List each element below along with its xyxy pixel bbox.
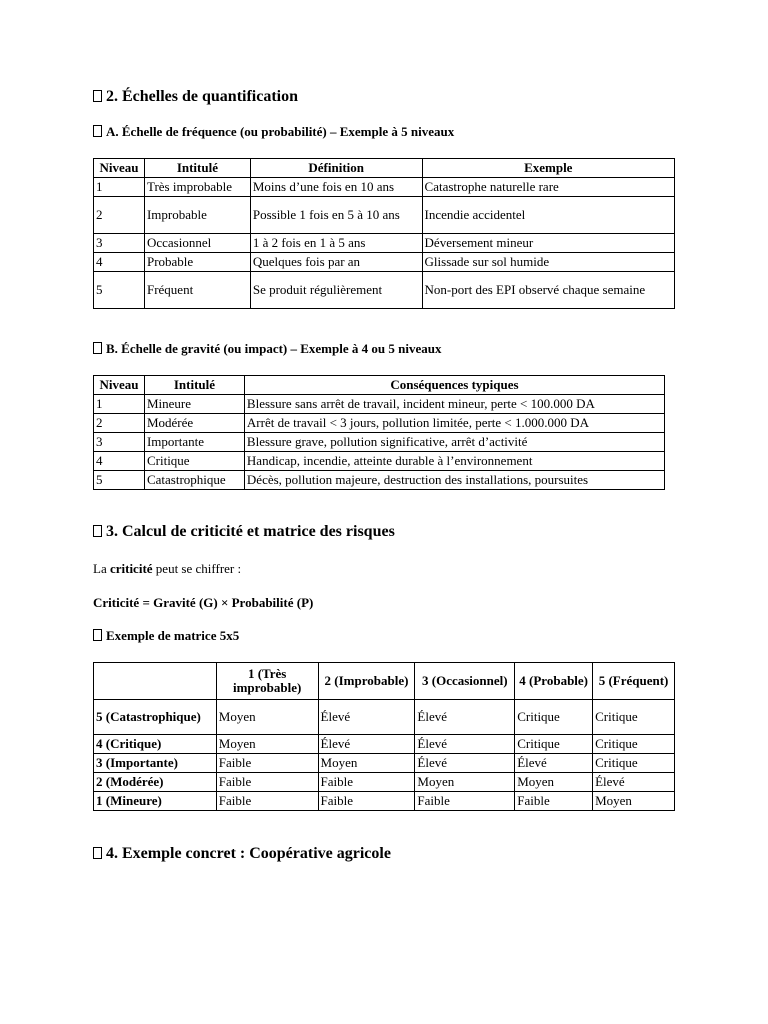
table-cell: Quelques fois par an — [250, 253, 422, 272]
row-header-cell: 4 (Critique) — [94, 735, 217, 754]
severity-scale-heading — [93, 341, 441, 357]
table-cell: Moyen — [515, 773, 593, 792]
criticity-intro — [93, 561, 241, 577]
table-header: 4 (Probable) — [515, 663, 593, 700]
table-cell: 4 — [94, 452, 145, 471]
table-cell: Arrêt de travail < 3 jours, pollution limitée, perte < 1.000.000 DA — [244, 414, 664, 433]
table-cell: 5 — [94, 471, 145, 490]
table-cell: Élevé — [415, 754, 515, 773]
table-cell: Élevé — [318, 700, 415, 735]
table-cell: Moyen — [216, 700, 318, 735]
table-cell: Improbable — [144, 197, 250, 234]
table-cell: 1 à 2 fois en 1 à 5 ans — [250, 234, 422, 253]
table-cell: Faible — [216, 754, 318, 773]
square-glyph-icon — [93, 125, 102, 137]
table-cell: Moyen — [216, 735, 318, 754]
table-header: Niveau — [94, 159, 145, 178]
table-cell: Blessure grave, pollution significative, arrêt d’activité — [244, 433, 664, 452]
severity-table — [93, 375, 665, 490]
table-cell: 2 — [94, 197, 145, 234]
frequency-scale-heading — [93, 124, 454, 140]
table-cell: 3 — [94, 234, 145, 253]
square-glyph-icon — [93, 525, 102, 537]
table-cell: Moyen — [318, 754, 415, 773]
table-cell: Critique — [593, 700, 675, 735]
table-cell: Élevé — [515, 754, 593, 773]
intro-text-end: peut se chiffrer : — [152, 561, 242, 576]
table-row — [94, 414, 665, 433]
table-row — [94, 792, 675, 811]
section-4-heading — [93, 845, 391, 863]
table-row — [94, 773, 675, 792]
table-cell: Faible — [415, 792, 515, 811]
table-cell: Élevé — [318, 735, 415, 754]
table-cell: Probable — [144, 253, 250, 272]
intro-text: La — [93, 561, 110, 576]
table-row — [94, 253, 675, 272]
table-cell: Faible — [216, 792, 318, 811]
table-cell: 1 — [94, 395, 145, 414]
table-cell: Élevé — [593, 773, 675, 792]
table-row — [94, 471, 665, 490]
frequency-table — [93, 158, 675, 309]
table-row — [94, 433, 665, 452]
square-glyph-icon — [93, 629, 102, 641]
table-cell: Non-port des EPI observé chaque semaine — [422, 272, 674, 309]
table-header: Intitulé — [144, 159, 250, 178]
table-cell: Importante — [144, 433, 244, 452]
table-header: Intitulé — [144, 376, 244, 395]
table-cell: Incendie accidentel — [422, 197, 674, 234]
table-cell: Blessure sans arrêt de travail, incident mineur, perte < 100.000 DA — [244, 395, 664, 414]
table-cell: Élevé — [415, 700, 515, 735]
table-header: 2 (Improbable) — [318, 663, 415, 700]
section-2-title: 2. Échelles de quantification — [106, 88, 299, 105]
table-header: Définition — [250, 159, 422, 178]
table-header: Conséquences typiques — [244, 376, 664, 395]
table-cell: Critique — [144, 452, 244, 471]
square-glyph-icon — [93, 90, 102, 102]
table-cell: Faible — [216, 773, 318, 792]
table-row — [94, 735, 675, 754]
row-header-cell: 5 (Catastrophique) — [94, 700, 217, 735]
table-cell: Handicap, incendie, atteinte durable à l’environnement — [244, 452, 664, 471]
table-cell: Occasionnel — [144, 234, 250, 253]
square-glyph-icon — [93, 342, 102, 354]
table-row — [94, 234, 675, 253]
square-glyph-icon — [93, 847, 102, 859]
table-cell: Modérée — [144, 414, 244, 433]
table-cell: Faible — [318, 792, 415, 811]
matrix-title: Exemple de matrice 5x5 — [106, 628, 240, 643]
table-row — [94, 272, 675, 309]
table-cell: Décès, pollution majeure, destruction des installations, poursuites — [244, 471, 664, 490]
risk-matrix-table — [93, 662, 675, 811]
table-cell: 2 — [94, 414, 145, 433]
section-3-title: 3. Calcul de criticité et matrice des risques — [106, 523, 395, 540]
table-cell: Très improbable — [144, 178, 250, 197]
table-cell: Catastrophique — [144, 471, 244, 490]
table-row — [94, 197, 675, 234]
table-cell: Critique — [593, 754, 675, 773]
table-cell: Moyen — [593, 792, 675, 811]
table-cell: 3 — [94, 433, 145, 452]
table-header: Exemple — [422, 159, 674, 178]
matrix-heading — [93, 628, 239, 644]
section-3-heading — [93, 523, 395, 541]
table-cell: Catastrophe naturelle rare — [422, 178, 674, 197]
table-cell: Élevé — [415, 735, 515, 754]
table-header — [94, 663, 217, 700]
table-cell: Glissade sur sol humide — [422, 253, 674, 272]
table-cell: 4 — [94, 253, 145, 272]
table-row — [94, 452, 665, 471]
severity-scale-title: B. Échelle de gravité (ou impact) – Exemple à 4 ou 5 niveaux — [106, 341, 442, 356]
table-row — [94, 395, 665, 414]
table-cell: 5 — [94, 272, 145, 309]
table-cell: Moyen — [415, 773, 515, 792]
row-header-cell: 2 (Modérée) — [94, 773, 217, 792]
table-header: 5 (Fréquent) — [593, 663, 675, 700]
table-cell: 1 — [94, 178, 145, 197]
table-cell: Mineure — [144, 395, 244, 414]
table-row — [94, 754, 675, 773]
section-4-title: 4. Exemple concret : Coopérative agricole — [106, 845, 391, 862]
table-row — [94, 700, 675, 735]
table-cell: Possible 1 fois en 5 à 10 ans — [250, 197, 422, 234]
table-cell: Critique — [593, 735, 675, 754]
table-cell: Déversement mineur — [422, 234, 674, 253]
intro-bold-term: criticité — [109, 561, 153, 576]
table-row — [94, 178, 675, 197]
table-cell: Moins d’une fois en 10 ans — [250, 178, 422, 197]
frequency-scale-title: A. Échelle de fréquence (ou probabilité) – Exemple à 5 niveaux — [106, 124, 455, 139]
section-2-heading — [93, 88, 298, 106]
table-header: 1 (Très improbable) — [216, 663, 318, 700]
table-header: Niveau — [94, 376, 145, 395]
table-cell: Fréquent — [144, 272, 250, 309]
table-header: 3 (Occasionnel) — [415, 663, 515, 700]
table-cell: Critique — [515, 700, 593, 735]
criticity-formula: Criticité = Gravité (G) × Probabilité (P) — [93, 595, 314, 610]
row-header-cell: 3 (Importante) — [94, 754, 217, 773]
table-cell: Faible — [515, 792, 593, 811]
row-header-cell: 1 (Mineure) — [94, 792, 217, 811]
table-cell: Faible — [318, 773, 415, 792]
table-cell: Critique — [515, 735, 593, 754]
table-cell: Se produit régulièrement — [250, 272, 422, 309]
